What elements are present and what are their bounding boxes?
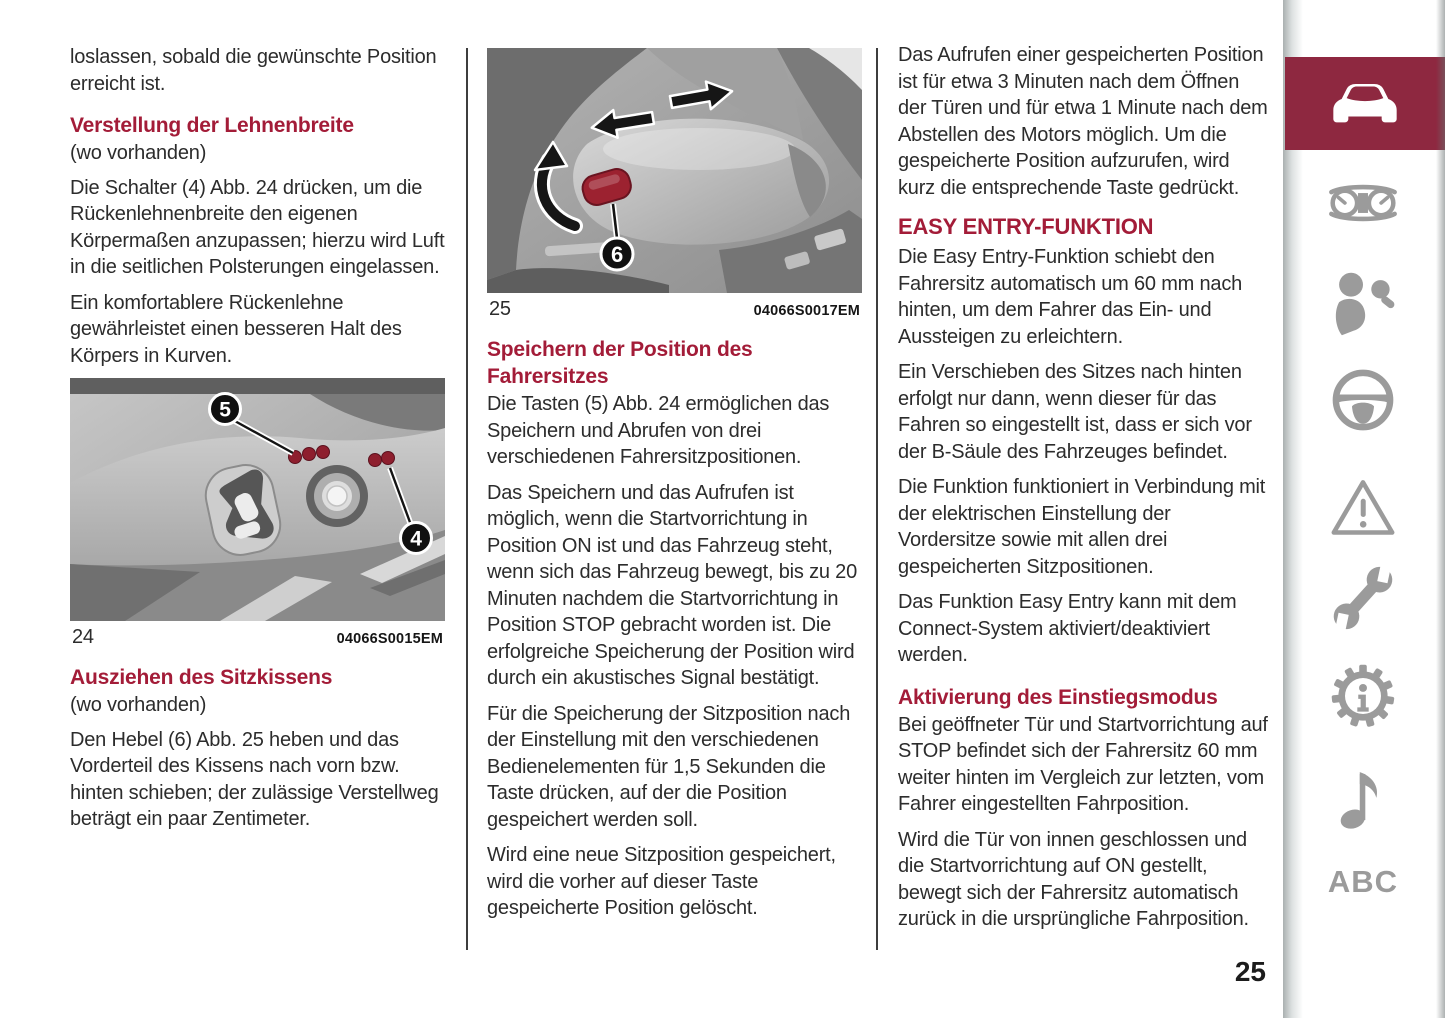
instrument-cluster-icon: [1325, 182, 1401, 224]
paragraph: Das Aufrufen einer gespeicherten Position ist für etwa 3 Minuten nach dem Öffnen der Türen und für etwa 1 Minute nach dem Abstellen des Motors möglich. Um die gespeicherte Position aufzurufen, wird kurz die entsprechende Taste gedrückt.: [898, 44, 1268, 199]
column-divider: [876, 48, 878, 950]
sidebar-tab-steering[interactable]: [1322, 366, 1404, 434]
sidebar-tab-vehicle-active[interactable]: [1285, 57, 1445, 150]
gear-info-icon: [1327, 660, 1399, 732]
paragraph: Das Funktion Easy Entry kann mit dem Connect-System aktiviert/deaktiviert werden.: [898, 591, 1237, 666]
round-knob: [306, 465, 368, 527]
paragraph: Ein Verschieben des Sitzes nach hinten erfolgt nur dann, wenn dieser für das Fahren so eingestellt ist, dass er sich vor der B-Säule des Fahrzeuges befindet.: [898, 361, 1252, 463]
heading-easy-entry: EASY ENTRY-FUNKTION: [898, 214, 1154, 239]
sidebar-tab-index[interactable]: [1322, 864, 1404, 900]
paragraph: Die Tasten (5) Abb. 24 ermöglichen das Speichern und Abrufen von drei verschiedenen Fahrersitzpositionen.: [487, 393, 830, 468]
paragraph: Die Easy Entry-Funktion schiebt den Fahrersitz automatisch um 60 mm nach hinten, um dem Fahrer das Ein- und Aussteigen zu erleichtern.: [898, 246, 1243, 348]
figure-25: [487, 48, 865, 321]
svg-text:4: 4: [410, 527, 422, 551]
right-column: [898, 42, 1270, 942]
heading-sitzkissen: Ausziehen des Sitzkissens: [70, 666, 333, 689]
svg-text:5: 5: [219, 398, 231, 422]
page-gutter-shadow: [1283, 0, 1303, 1018]
paragraph: Wird eine neue Sitzposition gespeichert, wird die vorher auf dieser Taste gespeicherte Position gelöscht.: [487, 844, 836, 919]
paragraph: Die Funktion funktioniert in Verbindung mit der elektrischen Einstellung der Vordersitze sowie mit allen drei gespeicherten Sitzpositionen.: [898, 476, 1266, 578]
paragraph: Das Speichern und das Aufrufen ist möglich, wenn die Startvorrichtung in Position ON ist und das Fahrzeug steht, wenn sich das Fahrzeug bewegt, bis zu 20 Minuten nachdem die Startvorrichtung in Position STOP gebracht worden ist. Die erfolgreiche Speicherung der Position wird durch ein akustisches Signal bestätigt.: [487, 481, 857, 689]
figure-25-image: [487, 48, 862, 293]
left-column: [70, 44, 448, 842]
paragraph: Die Schalter (4) Abb. 24 drücken, um die Rückenlehnenbreite den eigenen Körpermaßen anzupassen; hierzu wird Luft in die seitlichen Polsterungen eingelassen.: [70, 176, 445, 278]
heading-speichern-position: Speichern der Position des Fahrersitzes: [487, 338, 753, 388]
availability-note: (wo vorhanden): [70, 694, 207, 716]
figure-code: 04066S0015EM: [336, 631, 443, 647]
airbag-safety-icon: [1329, 270, 1397, 338]
paragraph: Für die Speicherung der Sitzposition nach der Einstellung mit den verschiedenen Bedienelementen für 1,5 Sekunden die Taste drücken, auf der die Position gespeichert werden soll.: [487, 702, 851, 831]
paragraph: Wird die Tür von innen geschlossen und die Startvorrichtung auf ON gestellt, bewegt sich der Fahrersitz automatisch zurück in die ursprüngliche Fahrposition.: [898, 828, 1249, 930]
paragraph: Den Hebel (6) Abb. 25 heben und das Vorderteil des Kissens nach vorn bzw. hinten schieben; der zulässige Verstellweg beträgt ein paar Zentimeter.: [70, 728, 439, 830]
sidebar-tab-warnings[interactable]: [1322, 476, 1404, 538]
availability-note: (wo vorhanden): [70, 142, 207, 164]
svg-text:6: 6: [610, 242, 624, 267]
figure-code: 04066S0017EM: [753, 303, 860, 319]
paragraph-continued: loslassen, sobald die gewünschte Position erreicht ist.: [70, 46, 437, 95]
wrench-icon: [1327, 560, 1399, 636]
figure-25-caption: [487, 293, 862, 321]
figure-24-caption: [70, 621, 445, 649]
warning-triangle-icon: [1328, 476, 1398, 538]
paragraph: Ein komfortablere Rückenlehne gewährleistet einen besseren Halt des Körpers in Kurven.: [70, 291, 402, 367]
sidebar-tab-technical-info[interactable]: [1322, 660, 1404, 732]
column-divider: [466, 48, 468, 950]
sidebar-tab-safety[interactable]: [1322, 270, 1404, 338]
heading-einstiegsmodus: Aktivierung des Einstiegsmodus: [898, 685, 1218, 709]
car-front-icon: [1330, 81, 1400, 127]
steering-wheel-icon: [1329, 366, 1397, 434]
abc-index-label: ABC: [1327, 864, 1399, 899]
page-edge-shadow: [1436, 0, 1445, 1018]
figure-number: 25: [489, 298, 511, 320]
figure-number: 24: [72, 626, 94, 648]
figure-24: [70, 378, 448, 649]
sidebar-tab-instruments[interactable]: [1322, 182, 1404, 224]
figure-24-image: [70, 378, 445, 621]
middle-column: [487, 48, 865, 931]
paragraph: Bei geöffneter Tür und Startvorrichtung auf STOP befindet sich der Fahrersitz 60 mm weiter hinten im Vergleich zur letzten, vom Fahrer eingestellten Fahrposition.: [898, 713, 1268, 815]
sidebar-tab-maintenance[interactable]: [1322, 560, 1404, 636]
music-note-icon: [1338, 762, 1388, 832]
page-number: 25: [1234, 956, 1266, 987]
sidebar-tab-multimedia[interactable]: [1322, 762, 1404, 832]
heading-lehnenbreite: Verstellung der Lehnenbreite: [70, 114, 354, 137]
